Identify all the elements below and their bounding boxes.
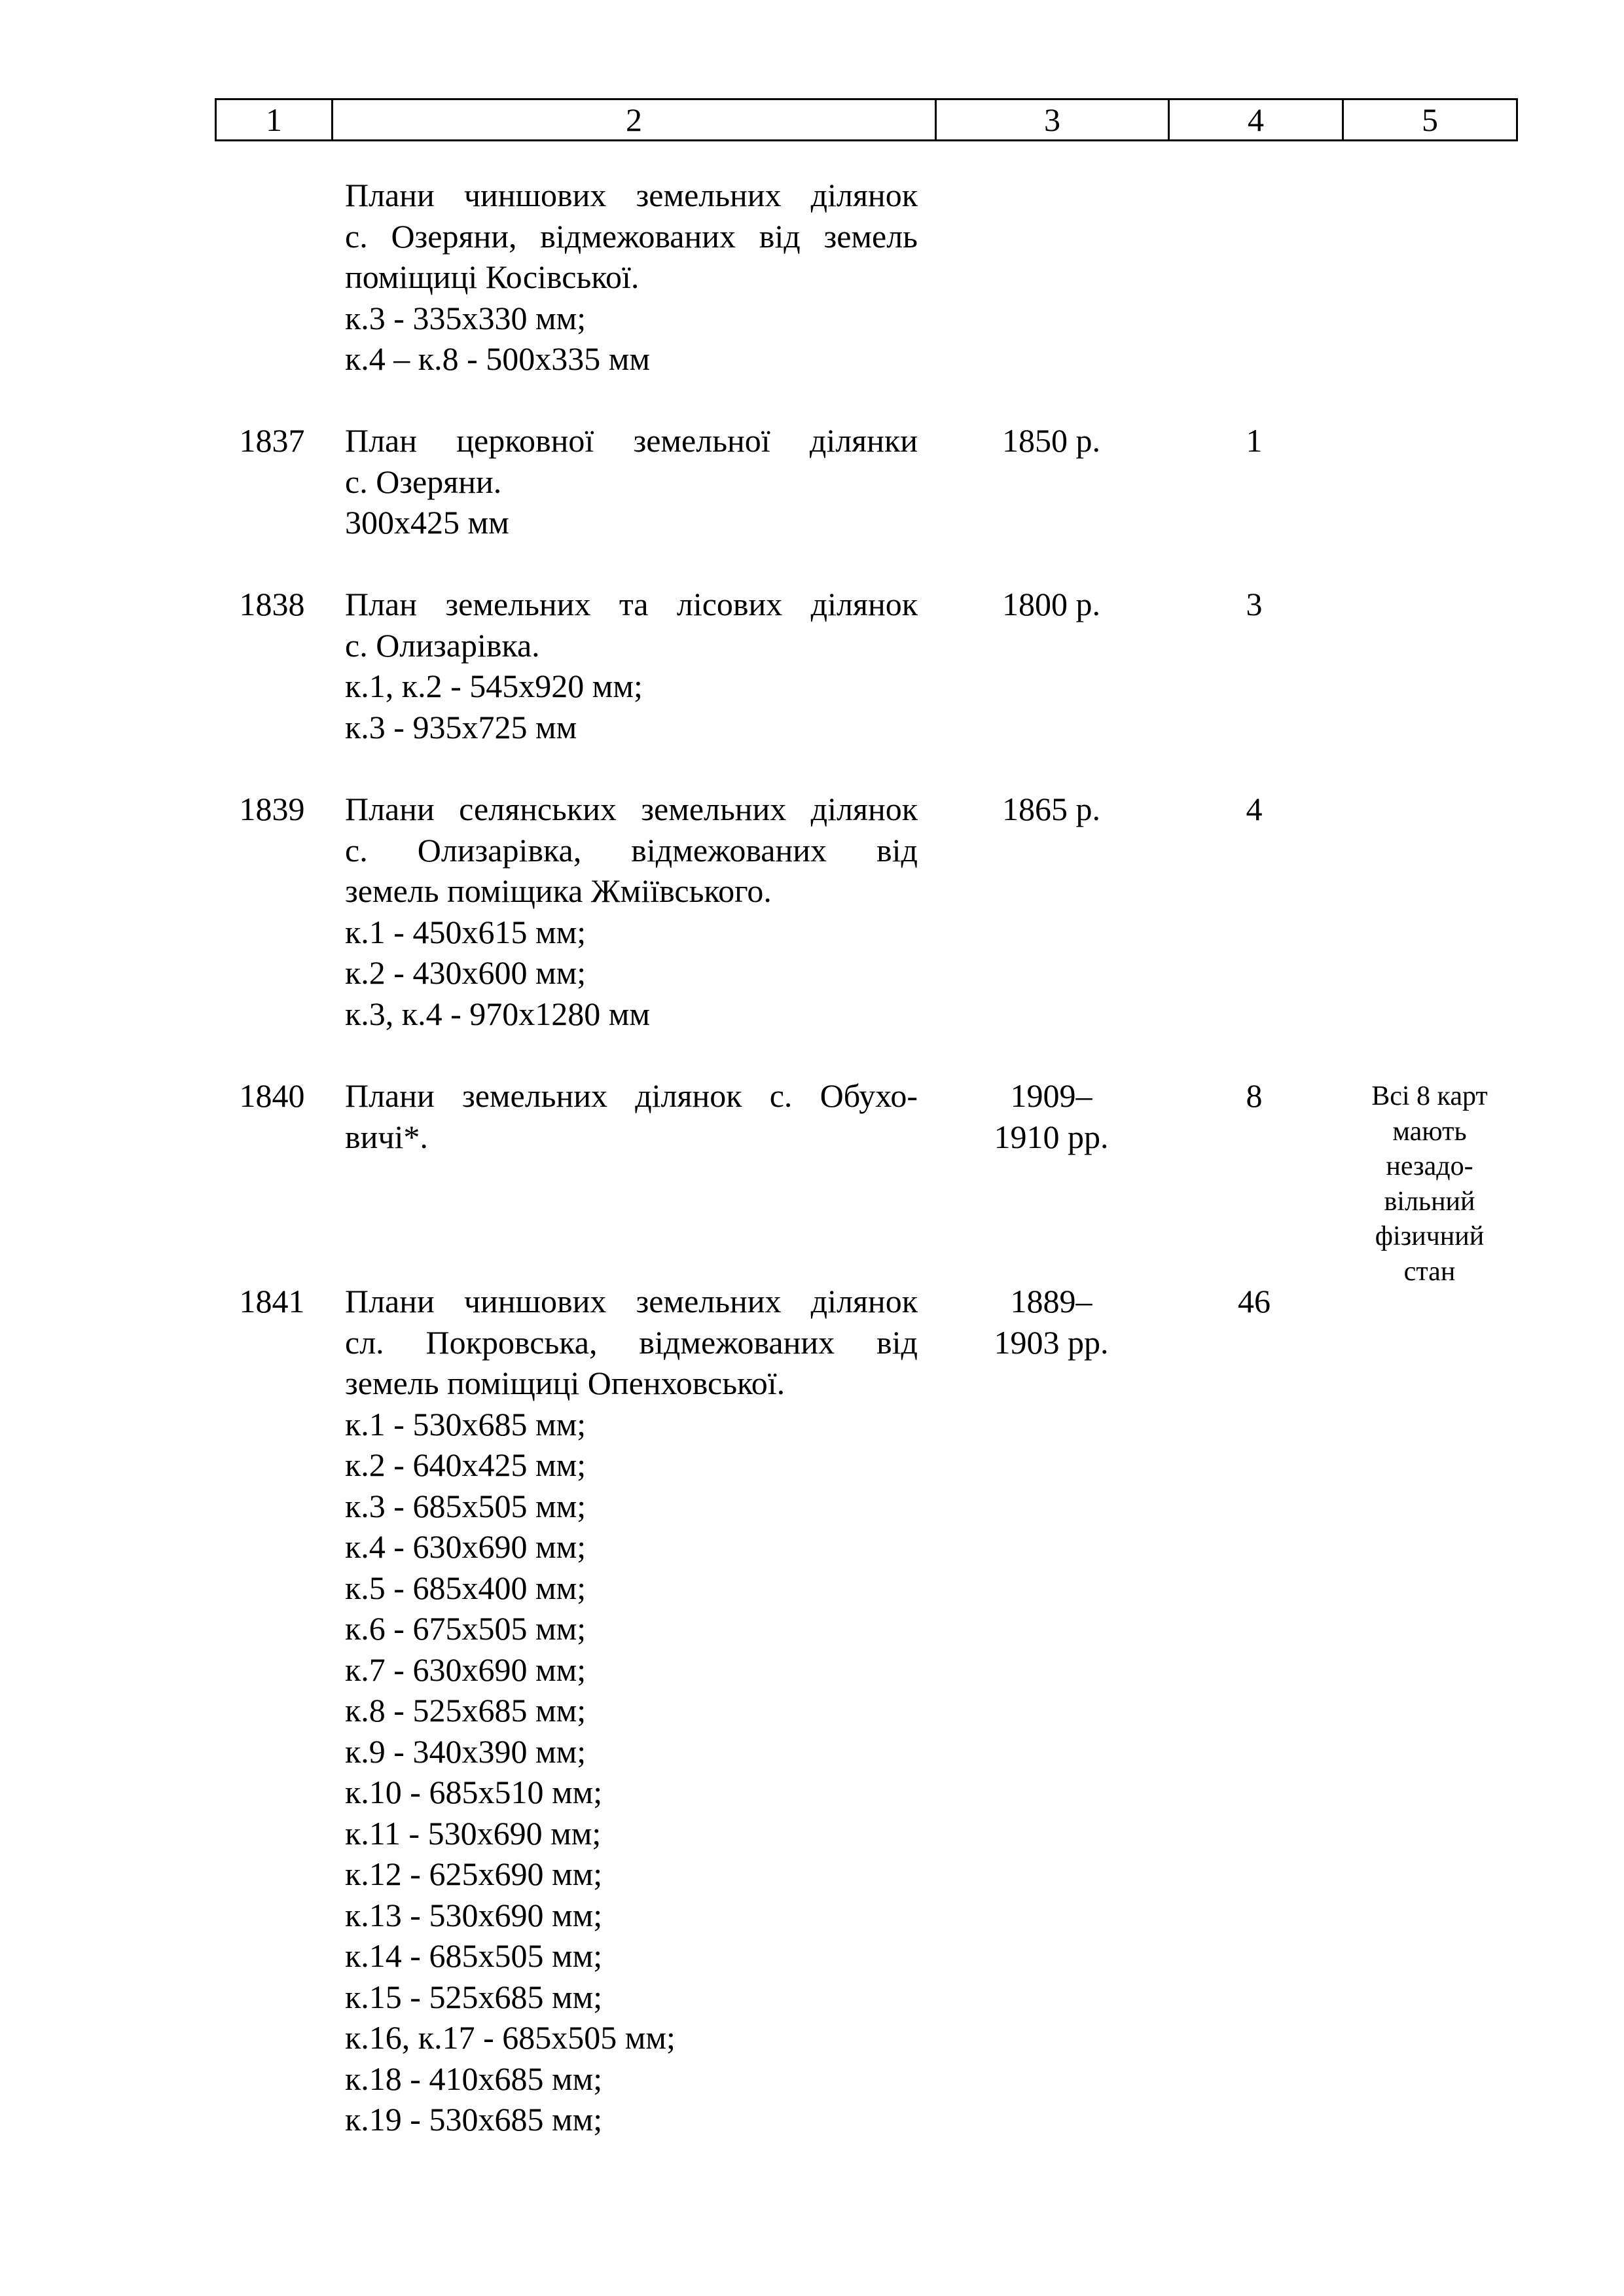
entry-description — [345, 789, 918, 1034]
title-line: земель поміщиці Опенховської. — [345, 1365, 785, 1401]
date-line: 1850 р. — [1002, 422, 1100, 459]
title-line: Плани чиншових земельних ділянок — [345, 1283, 918, 1319]
dimension-line: к.1 - 450х615 мм; — [345, 913, 586, 950]
title-line: поміщиці Косівської. — [345, 259, 640, 295]
title-line: План земельних та лісових ділянок — [345, 586, 918, 622]
entry-quantity: 3 — [1246, 586, 1263, 622]
entry-description — [345, 584, 918, 747]
entry-date — [935, 1075, 1168, 1157]
dimension-line: к.19 - 530х685 мм; — [345, 2101, 603, 2138]
note-line: незадо- — [1386, 1151, 1473, 1181]
title-line: с. Озеряни. — [345, 463, 502, 500]
entry-quantity: 4 — [1246, 791, 1263, 827]
dimension-line: к.2 - 640х425 мм; — [345, 1446, 586, 1483]
entry-number: 1837 — [239, 422, 305, 459]
column-header-note: 5 — [1343, 99, 1517, 141]
dimension-line: к.1 - 530х685 мм; — [345, 1405, 586, 1443]
title-line: Плани селянських земельних ділянок — [345, 791, 918, 827]
dimension-line: к.14 - 685х505 мм; — [345, 1937, 603, 1974]
dimension-line: 300х425 мм — [345, 504, 509, 541]
entry-date — [935, 1281, 1168, 1363]
dimension-line: к.18 - 410х685 мм; — [345, 2060, 603, 2097]
dimension-line: к.3, к.4 - 970х1280 мм — [345, 995, 651, 1032]
dimension-line: к.12 - 625х690 мм; — [345, 1856, 603, 1892]
dimension-line: к.3 - 685х505 мм; — [345, 1487, 586, 1524]
date-line: 1800 р. — [1002, 586, 1100, 622]
date-line: 1909– — [1010, 1077, 1092, 1114]
title-line: вичі*. — [345, 1118, 428, 1155]
entry-quantity: 46 — [1238, 1283, 1271, 1319]
dimension-line: к.9 - 340х390 мм; — [345, 1732, 586, 1770]
dimension-line: к.15 - 525х685 мм; — [345, 1978, 603, 2015]
entry-date — [935, 584, 1168, 625]
entry-number: 1839 — [239, 791, 305, 827]
column-header-row — [215, 98, 1518, 141]
dimension-line: к.3 - 935х725 мм — [345, 708, 577, 745]
title-line: Плани чиншових земельних ділянок — [345, 177, 918, 213]
dimension-line: к.16, к.17 - 685х505 мм; — [345, 2019, 676, 2056]
title-line: земель поміщика Жміївського. — [345, 872, 772, 909]
dimension-line: к.2 - 430х600 мм; — [345, 954, 586, 991]
date-line: 1865 р. — [1002, 791, 1100, 827]
title-line: с. Олизарівка. — [345, 626, 540, 664]
title-line: сл. Покровська, відмежованих від — [345, 1323, 918, 1361]
dimension-line: к.1, к.2 - 545х920 мм; — [345, 668, 643, 704]
entry-description — [345, 420, 918, 543]
note-line: фізичний — [1375, 1221, 1485, 1251]
dimension-line: к.8 - 525х685 мм; — [345, 1692, 586, 1729]
entry-description — [345, 175, 918, 380]
entry-date — [935, 420, 1168, 461]
title-line: с. Озеряни, відмежованих від земель — [345, 217, 918, 255]
column-header-date: 3 — [936, 99, 1169, 141]
date-line: 1889– — [1010, 1283, 1092, 1319]
date-line: 1910 рр. — [994, 1118, 1109, 1155]
title-line: План церковної земельної ділянки — [345, 422, 918, 459]
entry-description — [345, 1075, 918, 1157]
dimension-line: к.11 - 530х690 мм; — [345, 1814, 602, 1852]
dimension-line: к.4 - 630х690 мм; — [345, 1528, 586, 1565]
dimension-line: к.10 - 685х510 мм; — [345, 1774, 603, 1810]
dimension-line: к.5 - 685х400 мм; — [345, 1569, 586, 1606]
dimension-line: к.13 - 530х690 мм; — [345, 1896, 603, 1933]
entry-number: 1840 — [239, 1077, 305, 1114]
dimension-line: к.4 – к.8 - 500х335 мм — [345, 340, 651, 377]
title-line: с. Олизарівка, відмежованих від — [345, 831, 918, 869]
note-line: вільний — [1384, 1186, 1475, 1217]
date-line: 1903 рр. — [994, 1323, 1109, 1361]
entry-quantity: 1 — [1246, 422, 1263, 459]
dimension-line: к.6 - 675х505 мм; — [345, 1610, 586, 1647]
title-line: Плани земельних ділянок с. Обухо- — [345, 1077, 918, 1114]
entry-note — [1343, 1079, 1516, 1289]
dimension-line: к.3 - 335х330 мм; — [345, 299, 586, 336]
note-line: Всі 8 карт — [1371, 1081, 1488, 1111]
note-line: стан — [1403, 1256, 1456, 1287]
note-line: мають — [1392, 1116, 1467, 1147]
column-header-title: 2 — [333, 99, 936, 141]
column-header-quantity: 4 — [1169, 99, 1343, 141]
dimension-line: к.7 - 630х690 мм; — [345, 1651, 586, 1688]
entry-quantity: 8 — [1246, 1077, 1263, 1114]
entry-number: 1838 — [239, 586, 305, 622]
entry-date — [935, 789, 1168, 830]
entry-description — [345, 1281, 918, 2140]
entry-number: 1841 — [239, 1283, 305, 1319]
column-header-number: 1 — [216, 99, 333, 141]
